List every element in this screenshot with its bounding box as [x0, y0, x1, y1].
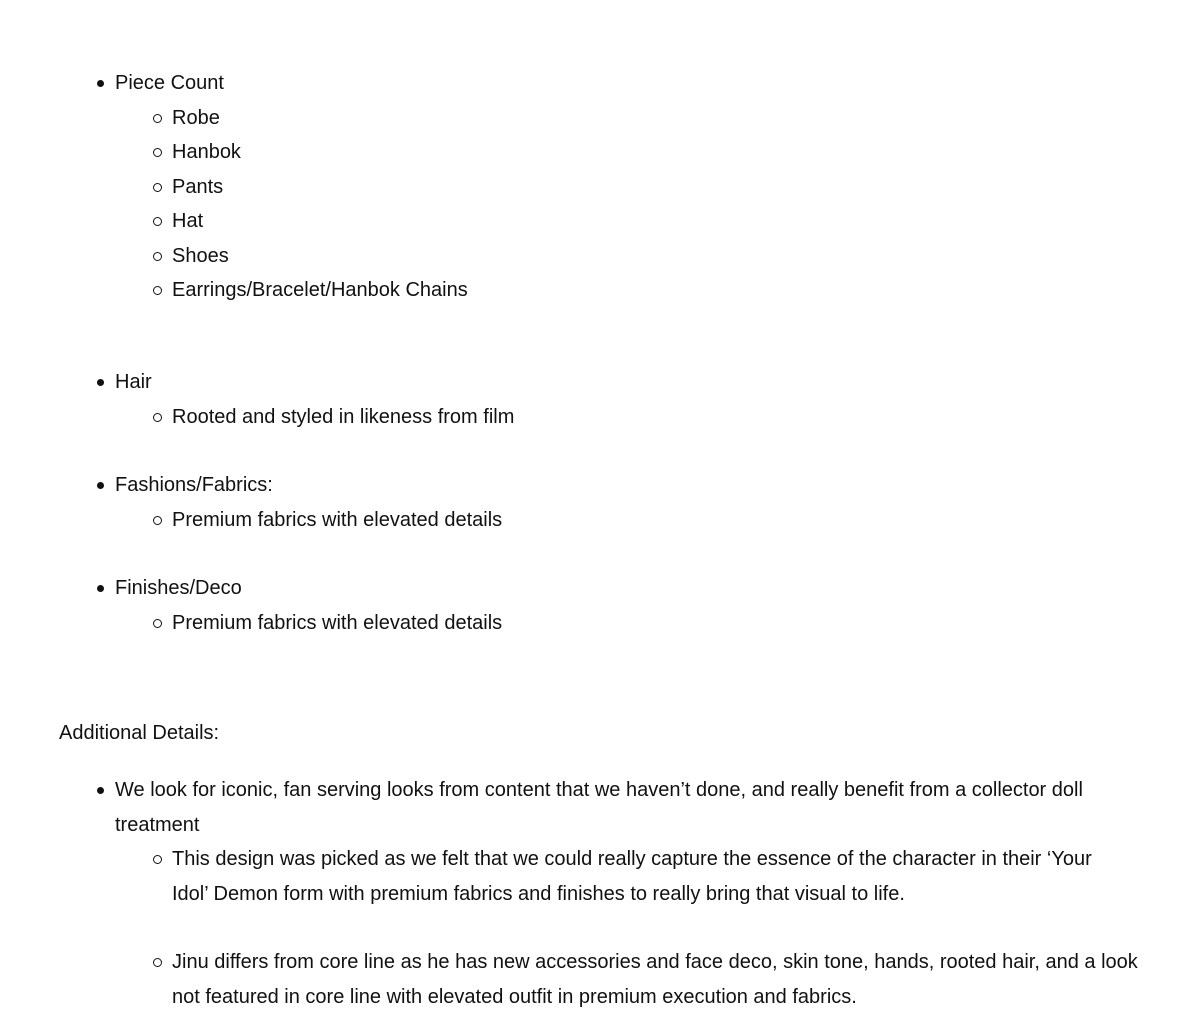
piece-item: Shoes: [172, 244, 229, 267]
list-item: [115, 842, 1160, 911]
additional-details-heading: Additional Details:: [59, 722, 220, 744]
piece-count-label: Piece Count: [115, 72, 224, 94]
list-item: [115, 400, 1200, 435]
list-item: [115, 170, 1200, 205]
list-item: [115, 204, 1200, 239]
list-item: [115, 239, 1200, 274]
list-item: [0, 468, 1200, 537]
hair-section: [0, 365, 1200, 434]
piece-item: Robe: [172, 106, 220, 129]
list-item: [115, 135, 1200, 170]
list-item: [0, 365, 1200, 434]
fashions-section: [0, 468, 1200, 537]
piece-item: Hat: [172, 210, 204, 232]
hair-label: Hair: [115, 371, 152, 393]
finishes-section: [0, 571, 1200, 640]
piece-item: Pants: [172, 175, 224, 198]
list-item: [0, 571, 1200, 640]
additional-bullet: We look for iconic, fan serving looks from content that we haven’t done, and really benefit from a collector doll treatment: [115, 773, 1200, 842]
finishes-label: Finishes/Deco: [115, 577, 242, 599]
list-item: [115, 945, 1160, 1014]
piece-item: Hanbok: [172, 141, 241, 163]
list-item: [115, 273, 1200, 308]
list-item: [115, 101, 1200, 136]
hair-item: Rooted and styled in likeness from film: [172, 405, 515, 428]
piece-item: Earrings/Bracelet/Hanbok Chains: [172, 279, 468, 301]
finishes-item: Premium fabrics with elevated details: [172, 611, 503, 634]
list-item: [0, 66, 1200, 308]
additional-details-section: [0, 773, 1200, 1014]
fashions-item: Premium fabrics with elevated details: [172, 508, 503, 531]
piece-count-section: [0, 66, 1200, 308]
list-item: [115, 503, 1200, 538]
additional-sub-item: Jinu differs from core line as he has new accessories and face deco, skin tone, hands, rooted hair, and a look not featured in core line with elevated outfit in premium execution and fabrics.: [172, 945, 1160, 1014]
list-item: [115, 606, 1200, 641]
fashions-label: Fashions/Fabrics:: [115, 474, 273, 496]
additional-sub-item: This design was picked as we felt that we could really capture the essence of the character in their ‘Your Idol’ Demon form with premium fabrics and finishes to really bring that visual to life.: [172, 842, 1160, 911]
list-item: [0, 773, 1200, 1014]
